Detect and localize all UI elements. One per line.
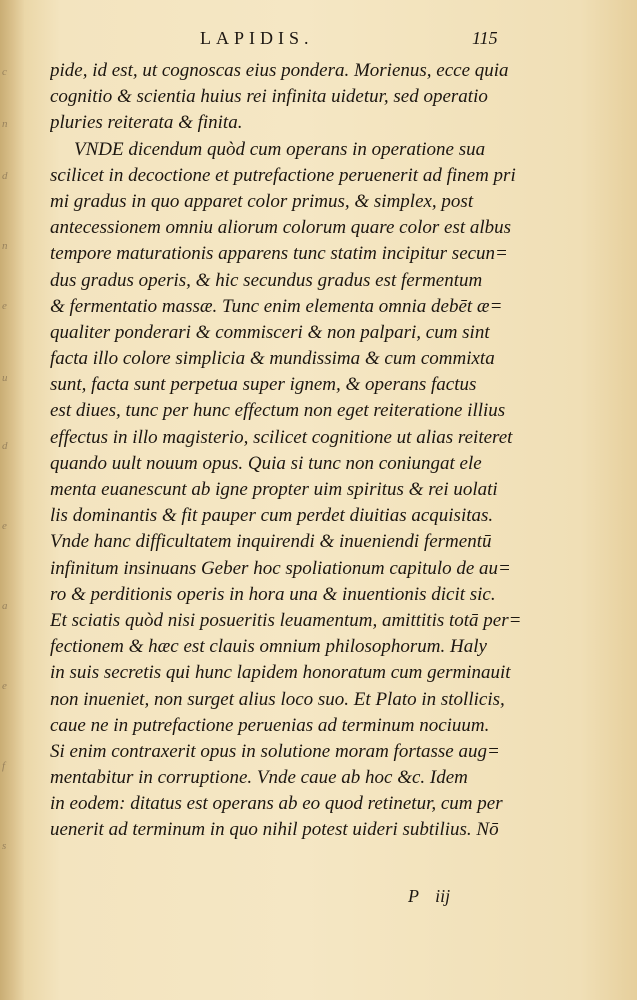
text-line: est diues, tunc per hunc effectum non eget reiteratione illius: [50, 400, 506, 422]
text-line: fectionem & hæc est clauis omnium philosophorum. Haly: [50, 636, 487, 658]
text-line: tempore maturationis apparens tunc statim incipitur secun=: [50, 243, 508, 265]
bleed-through-mark: s: [2, 840, 7, 852]
bleed-through-mark: f: [2, 760, 6, 772]
page-footer: [0, 886, 637, 912]
text-line: cognitio & scientia huius rei infinita uidetur, sed operatio: [50, 86, 488, 108]
text-line: antecessionem omniu aliorum colorum quare color est albus: [50, 217, 512, 239]
signature-mark: P iij: [408, 886, 451, 906]
text-line: & fermentatio massæ. Tunc enim elementa omnia debēt æ=: [50, 295, 503, 317]
text-line: facta illo colore simplicia & mundissima & cum commixta: [50, 348, 495, 370]
text-line: dus gradus operis, & hic secundus gradus est fermentum: [50, 269, 483, 291]
bleed-through-mark: u: [2, 372, 8, 384]
bleed-through-mark: n: [2, 240, 8, 252]
body-text: [50, 58, 540, 844]
bleed-through-mark: a: [2, 600, 8, 612]
text-line: caue ne in putrefactione peruenias ad terminum nociuum.: [50, 714, 490, 736]
text-line: quando uult nouum opus. Quia si tunc non coniungat ele: [50, 452, 482, 474]
text-line: infinitum insinuans Geber hoc spoliationum capitulo de au=: [50, 557, 511, 579]
text-line: in suis secretis qui hunc lapidem honoratum cum germinauit: [50, 662, 511, 684]
bleed-through-mark: e: [2, 680, 7, 692]
text-line: effectus in illo magisterio, scilicet cognitione ut alias reiteret: [50, 426, 513, 448]
bleed-through-mark: e: [2, 520, 7, 532]
text-line: ro & perditionis operis in hora una & inuentionis dicit sic.: [50, 583, 496, 605]
text-line: mentabitur in corruptione. Vnde caue ab hoc &c. Idem: [50, 767, 468, 789]
text-line: Vnde hanc difficultatem inquirendi & inueniendi fermentū: [50, 531, 492, 553]
page-header: [0, 28, 637, 52]
text-line: sunt, facta sunt perpetua super ignem, & operans factus: [50, 374, 477, 396]
bleed-through-mark: e: [2, 300, 7, 312]
bleed-through-mark: d: [2, 170, 8, 182]
page-number: 115: [472, 28, 498, 48]
text-line: pide, id est, ut cognoscas eius pondera. Morienus, ecce quia: [50, 60, 509, 81]
text-line: in eodem: ditatus est operans ab eo quod retinetur, cum per: [50, 793, 503, 815]
bleed-through-mark: c: [2, 66, 7, 78]
text-line: Si enim contraxerit opus in solutione moram fortasse aug=: [50, 740, 500, 762]
text-line: mi gradus in quo apparet color primus, & simplex, post: [50, 190, 474, 212]
text-line: pluries reiterata & finita.: [50, 112, 243, 134]
text-line: menta euanescunt ab igne propter uim spiritus & rei uolati: [50, 479, 498, 500]
bleed-through-mark: n: [2, 118, 8, 130]
text-line: lis dominantis & fit pauper cum perdet diuitias acquisitas.: [50, 505, 494, 527]
running-title: LAPIDIS.: [200, 28, 314, 48]
text-line: VNDE dicendum quòd cum operans in operatione sua: [74, 138, 486, 160]
text-line: non inueniet, non surget alius loco suo. Et Plato in stollicis,: [50, 688, 505, 710]
text-line: Et sciatis quòd nisi posueritis leuamentum, amittitis totā per=: [50, 609, 522, 631]
bleed-through-mark: d: [2, 440, 8, 452]
text-line: uenerit ad terminum in quo nihil potest uideri subtilius. Nō: [50, 819, 499, 841]
text-line: qualiter ponderari & commisceri & non palpari, cum sint: [50, 321, 490, 343]
text-line: scilicet in decoctione et putrefactione peruenerit ad finem pri: [50, 164, 516, 186]
